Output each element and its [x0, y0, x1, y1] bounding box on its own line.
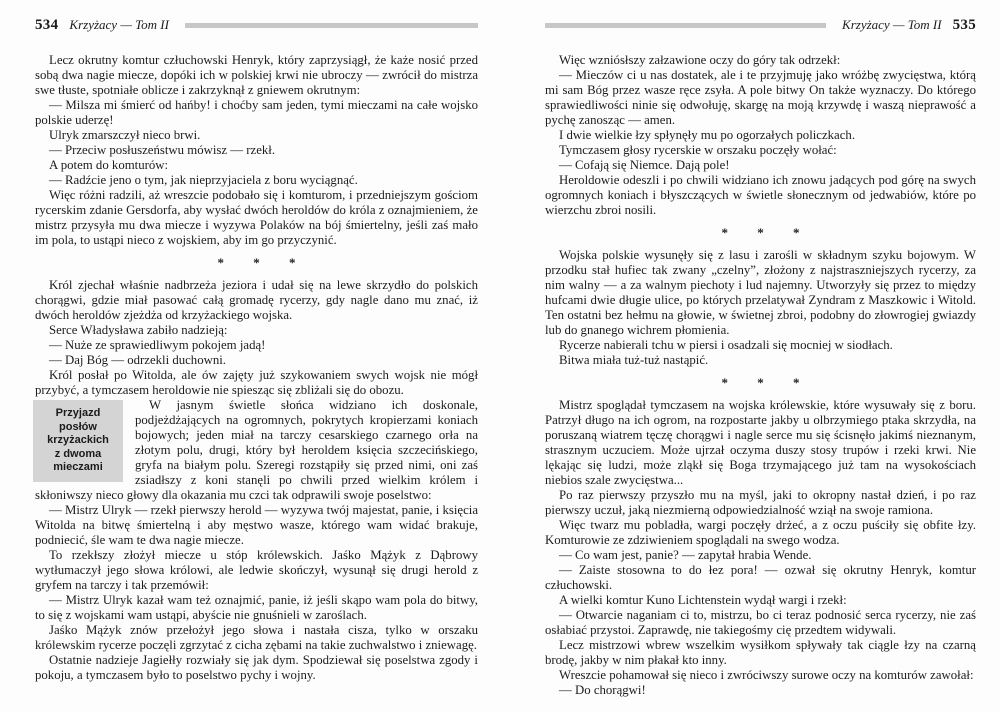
page-body: [35, 53, 478, 683]
paragraph: A wielki komtur Kuno Lichtenstein wydął wargi i rzekł:: [559, 593, 847, 607]
margin-note-line: z dwoma: [54, 447, 102, 460]
paragraph: Lecz okrutny komtur człuchowski Henryk, który zaprzysiągł, że każe nosić przed sobą dwa nagie miecze, dopóki ich w polskiej krwi nie ubroczy — zwrócił do mistrza swe tłuste, spotniałe oblicze i zakrzyknął z gniewem okrutnym:: [35, 53, 478, 97]
paragraph: — Nuże ze sprawiedliwym pokojem jadą!: [49, 338, 266, 352]
paragraph: Ostatnie nadzieje Jagiełły rozwiały się jak dym. Spodziewał się poselstwa zgody i pokoju, a tymczasem było to poselstwo pychy i wojny.: [35, 653, 478, 682]
paragraph-with-margin-note: [35, 398, 478, 503]
paragraph: Heroldowie odeszli i po chwili widziano ich znowu jadących pod górę na swych ogromnych koniach i błyszczących w świetle słonecznym od jedwabiów, które po wierzchu zbroi nosili.: [545, 173, 976, 217]
paragraph: Jaśko Mążyk znów przełożył jego słowa i nastała cisza, tylko w orszaku królewskim rycerze poczęli zgrzytać z cicha zębami na takie zuchwalstwo i zniewagę.: [35, 623, 478, 652]
header-rule: [185, 23, 478, 28]
page-body: [545, 53, 976, 698]
paragraph: — Cofają się Niemce. Dają pole!: [559, 158, 730, 172]
header-rule: [545, 23, 826, 28]
running-title: Krzyżacy — Tom II: [842, 17, 942, 32]
paragraph: — Zaiste stosowna to do łez pora! — ozwał się okrutny Henryk, komtur człuchowski.: [545, 563, 976, 592]
paragraph: Więc twarz mu pobladła, wargi poczęły drżeć, a z oczu puściły się obfite łzy. Komturowie ze zdziwieniem spoglądali na swego wodza.: [545, 518, 976, 547]
running-title: Krzyżacy — Tom II: [69, 17, 169, 32]
page-right: [545, 16, 976, 698]
paragraph: Serce Władysława zabiło nadzieją:: [49, 323, 228, 337]
paragraph: — Przeciw posłuszeństwu mówisz — rzekł.: [49, 143, 276, 157]
section-separator: * * *: [217, 255, 296, 270]
paragraph: — Mistrz Ulryk — rzekł pierwszy herold — wyzywa twój majestat, panie, i księcia Witolda na bitwę śmiertelną i aby męstwo wasze, którego wam widać brakuje, podniecić, śle wam te dwa nagie miecze.: [35, 503, 478, 547]
page-number: 535: [952, 16, 976, 33]
margin-note-line: Przyjazd posłów: [55, 407, 101, 433]
paragraph: Król posłał po Witolda, ale ów zajęty już szykowaniem swych wojsk nie mógł przybyć, a tymczasem heroldowie nie spiesząc się zbliżali się do obozu.: [35, 368, 478, 397]
paragraph: Więc różni radzili, aż wreszcie podobało się i komturom, i przedniejszym gościom rycerskim zdanie Gersdorfa, aby wysłać dwóch heroldów do króla z oznajmieniem, że mistrz przysyła mu dwa miecze i wyzywa Polaków na bój śmiertelny, jeśli zaś mało im pola, to ustąpi nieco z wojskiem, aby im go przyczynić.: [35, 188, 478, 247]
paragraph: Wreszcie pohamował się nieco i zwróciwszy surowe oczy na komturów zawołał:: [559, 668, 974, 682]
paragraph-text: W jasnym świetle słońca widziano ich doskonale, podjeżdżających na ogromnych, pokrytych kropierzami koniach bojowych; jeden miał na tarczy cesarskiego czarnego orła na złotym polu, drugi, który był heroldem księcia szczecińskiego, gryfa na białym polu. Szeregi rozstąpiły się przed nimi, oni zaś zsiadłszy z koni stanęli po chwili przed wielkim królem i skłoniwszy nieco głowy dla okazania mu czci tak odprawili swoje poselstwo:: [35, 398, 478, 502]
paragraph: A potem do komturów:: [49, 158, 169, 172]
section-separator: * * *: [721, 225, 800, 240]
paragraph: — Otwarcie naganiam ci to, mistrzu, bo ci teraz podnosić serca rycerzy, nie zaś osłabiać przystoi. Zaprawdę, nie takiegośmy cię przedtem widywali.: [545, 608, 976, 637]
page-header: [545, 16, 976, 34]
paragraph: — Do chorągwi!: [559, 683, 646, 697]
page-number: 534: [35, 16, 59, 33]
paragraph: Ulryk zmarszczył nieco brwi.: [49, 128, 201, 142]
paragraph: To rzekłszy złożył miecze u stóp królewskich. Jaśko Mążyk z Dąbrowy wytłumaczył jego słowa królowi, ale ledwie skończył, wysunął się drugi herold z gryfem na tarczy i tak przemówił:: [35, 548, 478, 592]
section-separator: * * *: [721, 375, 800, 390]
paragraph: — Radźcie jeno o tym, jak nieprzyjaciela z boru wyciągnąć.: [49, 173, 358, 187]
margin-note: [33, 400, 123, 482]
paragraph: Król zjechał właśnie nadbrzeża jeziora i udał się na lewe skrzydło do polskich chorągwi, gdzie miał pasować całą gromadę rycerzy, gdy nagle dano mu znać, iż dwóch heroldów zjeżdża od krzyżackiego wojska.: [35, 278, 478, 322]
paragraph: — Daj Bóg — odrzekli duchowni.: [49, 353, 226, 367]
paragraph: — Co wam jest, panie? — zapytał hrabia Wende.: [559, 548, 812, 562]
paragraph: Bitwa miała tuż-tuż nastąpić.: [559, 353, 709, 367]
paragraph: — Mistrz Ulryk kazał wam też oznajmić, panie, iż jeśli skąpo wam pola do bitwy, to się z wojskami wam ustąpi, abyście nie gnuśnieli w zaroślach.: [35, 593, 478, 622]
paragraph: Tymczasem głosy rycerskie w orszaku poczęły wołać:: [559, 143, 837, 157]
paragraph: Lecz mistrzowi wbrew wszelkim wysiłkom spływały tak ciągle łzy na czarną brodę, jakby w nim płakał kto inny.: [545, 638, 976, 667]
paragraph: I dwie wielkie łzy spłynęły mu po ogorzałych policzkach.: [559, 128, 856, 142]
paragraph: — Mieczów ci u nas dostatek, ale i te przyjmuję jako wróżbę zwycięstwa, którą mi sam Bóg przez wasze ręce zsyła. A pole bitwy On także wyznaczy. Do którego sprawiedliwości ninie się odwołuję, skargę na moją krzywdę i waszą nieprawość a pychę zanosząc — amen.: [545, 68, 976, 127]
paragraph: Więc wzniósłszy załzawione oczy do góry tak odrzekł:: [559, 53, 841, 67]
paragraph: Wojska polskie wysunęły się z lasu i zarośli w składnym szyku bojowym. W przodku stał hufiec tak zwany „czelny”, złożony z najstraszniejszych rycerzy, za nim walny — a za walnym piechoty i lud najemny. Utworzyły się przez to między hufcami dwie długie ulice, po których przelatywał Zyndram z Maszkowic i Witold. Ten ostatni bez hełmu na głowie, w świetnej zbroi, podobny do złowrogiej gwiazdy lub do gnanego wichrem płomienia.: [545, 248, 976, 337]
paragraph: Rycerze nabierali tchu w piersi i osadzali się mocniej w siodłach.: [559, 338, 893, 352]
paragraph: — Milsza mi śmierć od hańby! i choćby sam jeden, tymi mieczami na całe wojsko polskie uderzę!: [35, 98, 478, 127]
page-left: [35, 16, 478, 683]
page-header: [35, 16, 478, 34]
paragraph: Po raz pierwszy przyszło mu na myśl, jaki to okropny nastał dzień, i po raz pierwszy uczuł, jaką niezmierną odpowiedzialność wziął na swoje ramiona.: [545, 488, 976, 517]
paragraph: Mistrz spoglądał tymczasem na wojska królewskie, które wysuwały się z boru. Patrzył długo na ich ogrom, na rozpostarte jakby u olbrzymiego ptaka skrzydła, na poruszaną wiatrem tęczę chorągwi i nagle serce mu się ścisnęło jakimś nieznanym, strasznym uczuciem. Może ujrzał oczyma duszy stosy trupów i rzeki krwi. Nie lękając się ludzi, może zląkł się Boga trzymającego już tam na wysokościach niebios szale zwycięstwa...: [545, 398, 976, 487]
margin-note-line: mieczami: [53, 461, 103, 473]
margin-note-line: krzyżackich: [47, 434, 109, 446]
